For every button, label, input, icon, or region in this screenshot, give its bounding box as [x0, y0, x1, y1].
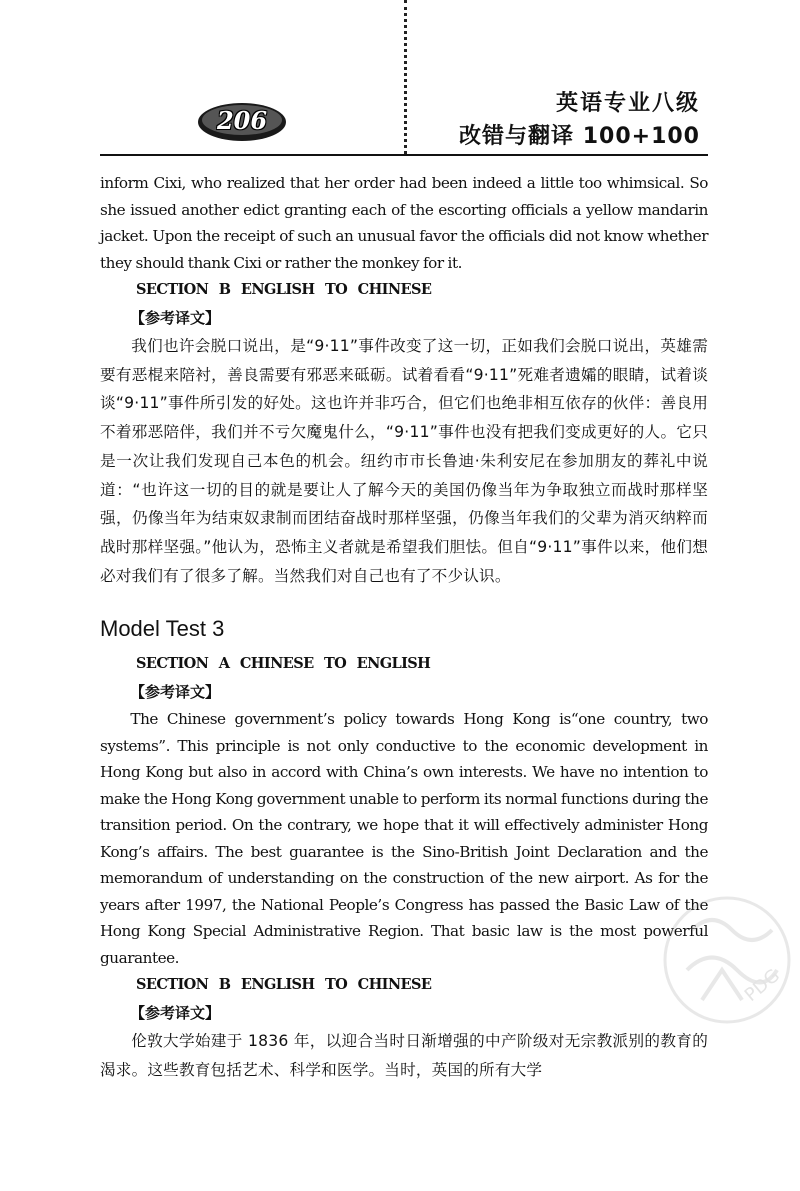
chinese-translation-paragraph: 我们也许会脱口说出，是“9·11”事件改变了这一切，正如我们会脱口说出，英雄需要有恶棍来陪衬，善良需要有邪恶来砥砺。试着看看“9·11”死难者遗孀的眼睛，试着谈谈“9·11”事件所引发的好处。这也许并非巧合，但它们也绝非相互依存的伙伴：善良用不着邪恶陪伴，我们并不亏欠魔鬼什么，“9·11”事件也没有把我们变成更好的人。它只是一次让我们发现自己本色的机会。纽约市市长鲁迪·朱利安尼在参加朋友的葬礼中说道：“也许这一切的目的就是要让人了解今天的美国仍像当年为争取独立而战时那样坚强，仍像当年为结束奴隶制而团结奋战时那样坚强，仍像当年我们的父辈为消灭纳粹而战时那样坚强。”他认为，恐怖主义者就是希望我们胆怯。但自“9·11”事件以来，他们想必对我们有了很多了解。当然我们对自己也有了不少认识。: [100, 337, 708, 585]
watermark-text: PDG: [741, 965, 785, 1006]
chinese-translation-paragraph: 伦敦大学始建于 1836 年，以迎合当时日渐增强的中产阶级对无宗教派别的教育的渴求。这些教育包括艺术、科学和医学。当时，英国的所有大学: [100, 1032, 708, 1080]
book-title: [459, 88, 700, 154]
english-translation-paragraph: The Chinese government’s policy towards Hong Kong is“one country, two systems”. This principle is not only conductive to the economic development in Hong Kong but also in accord with China’s own interests. We have no intention to make the Hong Kong government unable to perform its normal functions during the transition period. On the contrary, we hope that it will effectively administer Hong Kong’s affairs. The best guarantee is the Sino-British Joint Declaration and the memorandum of understanding on the construction of the new airport. As for the years after 1997, the National People’s Congress has passed the Basic Law of the Hong Kong Special Administrative Region. That basic law is the most powerful guarantee.: [100, 710, 708, 967]
section-a-heading: SECTION A CHINESE TO ENGLISH: [136, 655, 431, 673]
section-b-heading: SECTION B ENGLISH TO CHINESE: [136, 976, 432, 994]
reference-translation-label: 【参考译文】: [130, 683, 221, 702]
page-number-badge: [196, 98, 288, 142]
watermark: [632, 880, 792, 1030]
watermark-seal-icon: [632, 880, 792, 1030]
reference-translation-label: 【参考译文】: [130, 1004, 221, 1023]
book-title-line1: 英语专业八级: [555, 91, 700, 116]
page-content: [100, 170, 708, 1085]
continuation-paragraph: inform Cixi, who realized that her order had been indeed a little too whimsical. So she issued another edict granting each of the escorting officials a yellow mandarin jacket. Upon the receipt of such an unusual favor the officials did not know whether they should thank Cixi or rather the monkey for it.: [100, 174, 708, 272]
header-rule: [100, 154, 708, 156]
header-dotted-divider: [404, 0, 407, 154]
model-test-title: Model Test 3: [100, 616, 225, 642]
page-header: [0, 0, 800, 160]
reference-translation-label: 【参考译文】: [130, 309, 221, 327]
book-title-line2: 改错与翻译 100+100: [459, 124, 700, 149]
page-number: 206: [216, 105, 268, 135]
section-b-heading: SECTION B ENGLISH TO CHINESE: [136, 281, 432, 298]
